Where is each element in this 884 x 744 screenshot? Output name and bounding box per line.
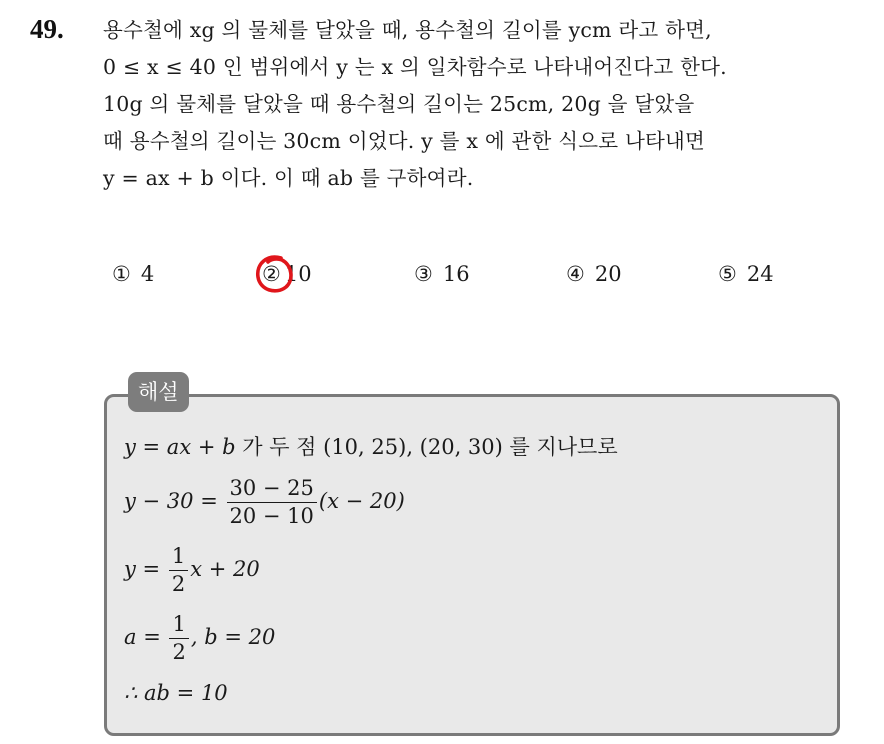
solution-line-2 — [124, 475, 405, 530]
solution-line-1 — [124, 430, 618, 464]
solution-line-3-fraction — [169, 543, 188, 598]
problem-line-5: y = ax + b 이다. 이 때 ab 를 구하여라. — [103, 166, 474, 190]
choice-5-mark: ⑤ — [718, 262, 737, 286]
choice-5-value: 24 — [746, 262, 774, 286]
solution-line-4-numerator: 1 — [172, 612, 186, 636]
problem-line-2: 0 ≤ x ≤ 40 인 범위에서 y 는 x 의 일차함수로 나타내어진다고 한다. — [103, 55, 727, 79]
solution-line-1-text: 가 두 점 (10, 25), (20, 30) 를 지나므로 — [242, 435, 618, 459]
solution-line-2-lhs: y − 30 = — [124, 489, 218, 513]
solution-line-4-fraction — [169, 611, 188, 666]
problem-text — [103, 12, 873, 197]
solution-line-3-denominator: 2 — [169, 570, 188, 598]
choice-2-mark: ② — [262, 262, 281, 286]
problem-line-3: 10g 의 물체를 달았을 때 용수철의 길이는 25cm, 20g 을 달았을 — [103, 92, 695, 116]
solution-line-4 — [124, 611, 275, 666]
choice-5[interactable] — [718, 257, 774, 291]
solution-line-3-rhs: x + 20 — [190, 557, 260, 581]
solution-line-5 — [124, 676, 228, 710]
choice-3-mark: ③ — [414, 262, 433, 286]
solution-line-2-fraction — [227, 475, 317, 530]
answer-choices — [0, 257, 884, 291]
solution-line-3-lhs: y = — [124, 557, 161, 581]
choice-1[interactable] — [112, 257, 154, 291]
choice-3-value: 16 — [442, 262, 470, 286]
solution-line-4-denominator: 2 — [169, 638, 188, 666]
solution-line-4-lhs: a = — [124, 625, 161, 649]
problem-number: 49. — [30, 14, 64, 44]
choice-2-value: 10 — [284, 262, 312, 286]
solution-label: 해설 — [128, 372, 189, 412]
solution-line-4-rhs: , b = 20 — [190, 625, 276, 649]
solution-line-2-denominator: 20 − 10 — [227, 502, 317, 530]
solution-line-5-conclusion: ∴ ab = 10 — [124, 681, 228, 705]
choice-1-mark: ① — [112, 262, 131, 286]
choice-4-value: 20 — [594, 262, 622, 286]
choice-4-mark: ④ — [566, 262, 585, 286]
choice-3[interactable] — [414, 257, 470, 291]
choice-2[interactable] — [262, 257, 312, 291]
problem-line-1: 용수철에 xg 의 물체를 달았을 때, 용수철의 길이를 ycm 라고 하면, — [103, 18, 712, 42]
solution-line-1-equation: y = ax + b — [124, 435, 236, 459]
choice-4[interactable] — [566, 257, 622, 291]
choice-1-value: 4 — [140, 262, 155, 286]
problem-line-4: 때 용수철의 길이는 30cm 이었다. y 를 x 에 관한 식으로 나타내면 — [103, 129, 706, 153]
solution-line-3-numerator: 1 — [171, 544, 186, 568]
solution-line-3 — [124, 543, 260, 598]
solution-line-2-numerator: 30 − 25 — [229, 476, 314, 500]
solution-line-2-rhs: (x − 20) — [318, 489, 405, 513]
